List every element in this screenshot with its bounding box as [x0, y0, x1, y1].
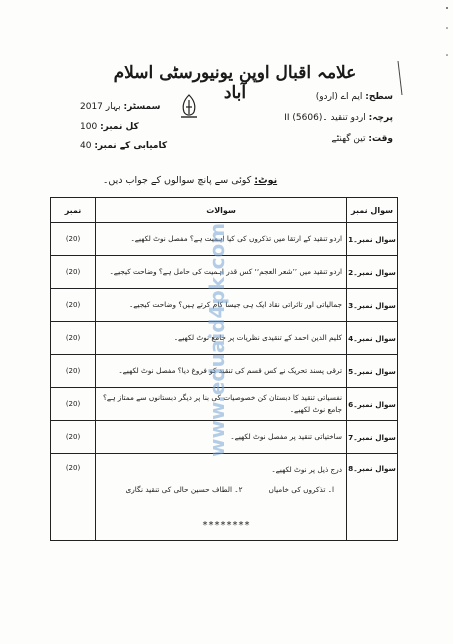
- total-marks-label: کل نمبر:: [100, 122, 139, 132]
- paper-value: اردو تنقید ۔II: [284, 113, 366, 123]
- question-marks: (20): [51, 388, 96, 421]
- paper-code: (5606): [292, 113, 323, 123]
- question-number: سوال نمبر۔3: [347, 289, 398, 322]
- sub-question-list: [100, 484, 334, 496]
- question-marks: (20): [51, 256, 96, 289]
- note-label: نوٹ:: [254, 175, 278, 186]
- question-text: اردو تنقید کے ارتقا میں تذکروں کی کیا اہمیت ہے؟ مفصل نوٹ لکھیے۔: [96, 223, 347, 256]
- question-number: سوال نمبر۔4: [347, 322, 398, 355]
- question-marks: (20): [51, 421, 96, 454]
- semester-label: سمسٹر:: [123, 102, 161, 112]
- header-question-number: سوال نمبر: [347, 198, 398, 223]
- table-row: [51, 256, 398, 289]
- total-marks-value: 100: [80, 122, 98, 132]
- pass-marks-line: [80, 141, 167, 151]
- question-text: ساختیاتی تنقید پر مفصل نوٹ لکھیے۔: [96, 421, 347, 454]
- question-text: درج ذیل پر نوٹ لکھیے۔: [271, 465, 342, 474]
- total-marks-line: [80, 122, 139, 132]
- paper-line: [284, 113, 393, 123]
- table-row: [51, 388, 398, 421]
- pass-marks-label: کامیابی کے نمبر:: [94, 141, 168, 151]
- university-title: علامہ اقبال اوپن یونیورسٹی اسلام آباد: [113, 63, 357, 103]
- level-value: ایم اے (اردو): [315, 92, 363, 102]
- table-row: [51, 289, 398, 322]
- paper-label: پرچہ:: [368, 113, 393, 123]
- question-number: سوال نمبر۔1: [347, 223, 398, 256]
- end-of-paper-stars: ********: [202, 520, 251, 531]
- pass-marks-value: 40: [80, 141, 92, 151]
- question-text: ترقی پسند تحریک نے کس قسم کی تنقید کو فروغ دیا؟ مفصل نوٹ لکھیے۔: [96, 355, 347, 388]
- table-row: [51, 223, 398, 256]
- sub-question-item: ا۔ تذکروں کی خامیاں: [268, 485, 334, 494]
- semester-value: بہار 2017: [80, 102, 121, 112]
- time-label: وقت:: [368, 134, 393, 144]
- level-line: [316, 92, 393, 102]
- question-marks: (20): [51, 322, 96, 355]
- question-text: اردو تنقید میں ’’شعر العجم‘‘ کس قدر اہمیت کی حامل ہے؟ وضاحت کیجیے۔: [96, 256, 347, 289]
- question-text: کلیم الدین احمد کے تنقیدی نظریات پر جامع نوٹ لکھیے۔: [96, 322, 347, 355]
- question-number: سوال نمبر۔6: [347, 388, 398, 421]
- question-number: سوال نمبر۔7: [347, 421, 398, 454]
- table-row: [51, 355, 398, 388]
- sub-question-item: ۲۔ الطاف حسین حالی کی تنقید نگاری: [125, 485, 243, 494]
- university-seal-icon: [178, 94, 200, 120]
- question-marks: (20): [51, 454, 96, 541]
- question-text: جمالیاتی اور تاثراتی نقاد ایک ہی جیسا کام کرتے ہیں؟ وضاحت کیجیے۔: [96, 289, 347, 322]
- scan-edge-marks: [445, 0, 449, 640]
- question-number: سوال نمبر۔5: [347, 355, 398, 388]
- time-line: [331, 134, 393, 144]
- question-number: سوال نمبر۔8: [347, 454, 398, 541]
- question-marks: (20): [51, 223, 96, 256]
- website-watermark: www.eduaid4pk.com: [205, 222, 229, 458]
- semester-line: [80, 102, 160, 112]
- table-header-row: [51, 198, 398, 223]
- header-questions: سوالات: [96, 198, 347, 223]
- questions-table: [50, 197, 398, 541]
- table-row: [51, 421, 398, 454]
- note-text: کوئی سے پانچ سوالوں کے جواب دیں۔: [102, 175, 252, 186]
- question-text: نفسیاتی تنقید کا دبستان کن خصوصیات کی بنا پر دیگر دبستانوں سے ممتاز ہے؟ جامع نوٹ لکھیے۔: [96, 388, 347, 421]
- instruction-note: [0, 175, 380, 186]
- table-row: [51, 322, 398, 355]
- level-label: سطح:: [365, 92, 393, 102]
- question-marks: (20): [51, 355, 96, 388]
- header-marks: نمبر: [51, 198, 96, 223]
- question-number: سوال نمبر۔2: [347, 256, 398, 289]
- question-marks: (20): [51, 289, 96, 322]
- pen-stroke-mark: [397, 60, 403, 96]
- time-value: تین گھنٹے: [331, 134, 366, 144]
